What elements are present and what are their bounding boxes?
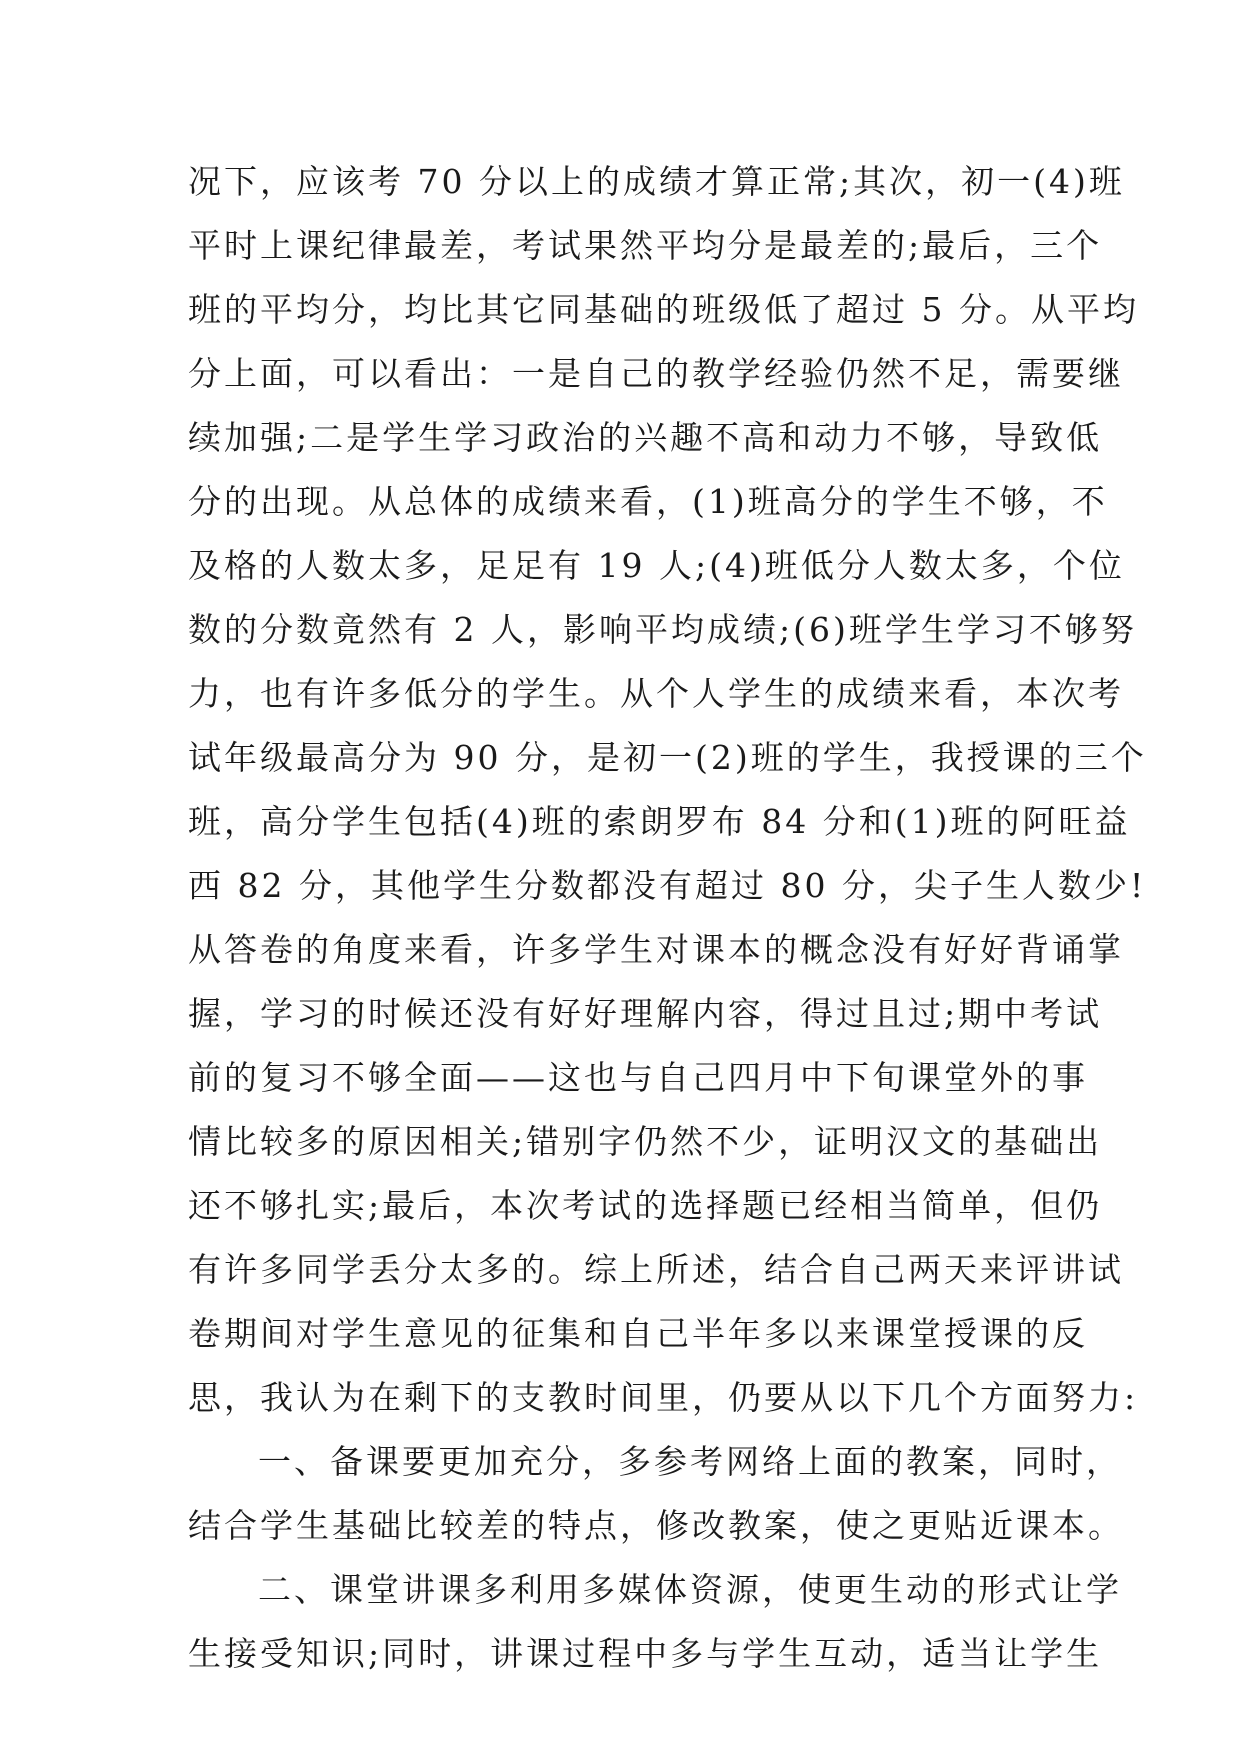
list-item-2-line: 二、课堂讲课多利用多媒体资源，使更生动的形式让学 bbox=[258, 1570, 1122, 1609]
text-line: 试年级最高分为 90 分，是初一(2)班的学生，我授课的三个 bbox=[188, 738, 1147, 777]
text-line: 结合学生基础比较差的特点，修改教案，使之更贴近课本。 bbox=[188, 1506, 1124, 1545]
text-line: 从答卷的角度来看，许多学生对课本的概念没有好好背诵掌 bbox=[188, 930, 1124, 969]
text-line: 西 82 分，其他学生分数都没有超过 80 分，尖子生人数少! bbox=[188, 866, 1147, 905]
text-line: 班，高分学生包括(4)班的索朗罗布 84 分和(1)班的阿旺益 bbox=[188, 802, 1131, 841]
text-line: 班的平均分，均比其它同基础的班级低了超过 5 分。从平均 bbox=[188, 290, 1139, 329]
text-line: 数的分数竟然有 2 人，影响平均成绩;(6)班学生学习不够努 bbox=[188, 610, 1137, 649]
text-line: 况下，应该考 70 分以上的成绩才算正常;其次，初一(4)班 bbox=[188, 162, 1125, 201]
text-line: 及格的人数太多，足足有 19 人;(4)班低分人数太多，个位 bbox=[188, 546, 1125, 585]
text-line: 力，也有许多低分的学生。从个人学生的成绩来看，本次考 bbox=[188, 674, 1124, 713]
text-line: 思，我认为在剩下的支教时间里，仍要从以下几个方面努力: bbox=[188, 1378, 1139, 1417]
text-line: 有许多同学丢分太多的。综上所述，结合自己两天来评讲试 bbox=[188, 1250, 1124, 1289]
body-text bbox=[188, 150, 1147, 1686]
text-line: 续加强;二是学生学习政治的兴趣不高和动力不够，导致低 bbox=[188, 418, 1103, 457]
list-item-1-line: 一、备课要更加充分，多参考网络上面的教案，同时， bbox=[258, 1442, 1122, 1481]
text-line: 还不够扎实;最后，本次考试的选择题已经相当简单，但仍 bbox=[188, 1186, 1103, 1225]
text-line: 分上面，可以看出：一是自己的教学经验仍然不足，需要继 bbox=[188, 354, 1124, 393]
text-line: 卷期间对学生意见的征集和自己半年多以来课堂授课的反 bbox=[188, 1314, 1088, 1353]
text-line: 前的复习不够全面——这也与自己四月中下旬课堂外的事 bbox=[188, 1058, 1088, 1097]
text-line: 生接受知识;同时，讲课过程中多与学生互动，适当让学生 bbox=[188, 1634, 1103, 1673]
text-line: 平时上课纪律最差，考试果然平均分是最差的;最后，三个 bbox=[188, 226, 1103, 265]
text-line: 握，学习的时候还没有好好理解内容，得过且过;期中考试 bbox=[188, 994, 1103, 1033]
text-line: 分的出现。从总体的成绩来看，(1)班高分的学生不够，不 bbox=[188, 482, 1108, 521]
text-line: 情比较多的原因相关;错别字仍然不少，证明汉文的基础出 bbox=[188, 1122, 1103, 1161]
